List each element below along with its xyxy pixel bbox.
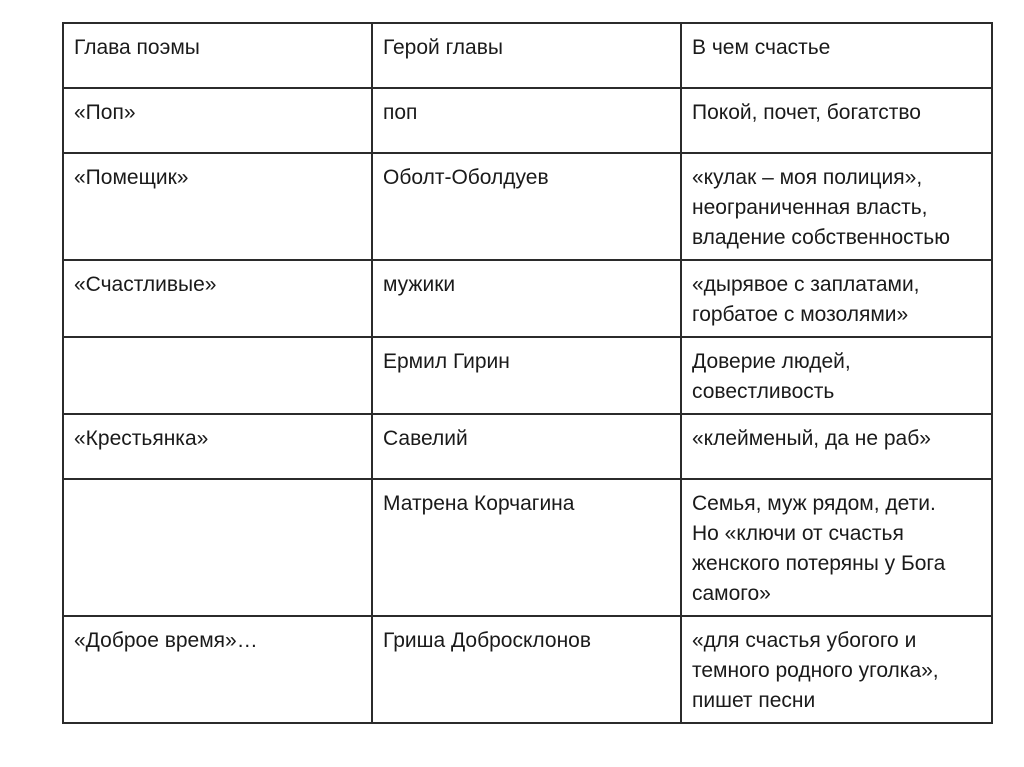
happiness-cell: Семья, муж рядом, дети. Но «ключи от счастья женского потеряны у Бога самого» xyxy=(681,479,992,616)
hero-cell: Гриша Добросклонов xyxy=(372,616,681,723)
hero-cell: Савелий xyxy=(372,414,681,479)
chapter-cell: «Счастливые» xyxy=(63,260,372,337)
happiness-cell: «кулак – моя полиция», неограниченная власть, владение собственностью xyxy=(681,153,992,260)
table-row xyxy=(63,153,992,260)
chapter-cell xyxy=(63,479,372,616)
happiness-cell: «дырявое с заплатами, горбатое с мозолями» xyxy=(681,260,992,337)
hero-cell: мужики xyxy=(372,260,681,337)
table-row xyxy=(63,414,992,479)
chapter-cell: «Поп» xyxy=(63,88,372,153)
table-row xyxy=(63,88,992,153)
poem-happiness-table xyxy=(62,22,993,724)
happiness-cell: Покой, почет, богатство xyxy=(681,88,992,153)
poem-happiness-table-container xyxy=(62,22,993,724)
table-row xyxy=(63,337,992,414)
header-happiness: В чем счастье xyxy=(681,23,992,88)
table-row xyxy=(63,260,992,337)
happiness-cell: Доверие людей, совестливость xyxy=(681,337,992,414)
hero-cell: Ермил Гирин xyxy=(372,337,681,414)
table-row xyxy=(63,616,992,723)
chapter-cell: «Помещик» xyxy=(63,153,372,260)
hero-cell: Матрена Корчагина xyxy=(372,479,681,616)
hero-cell: поп xyxy=(372,88,681,153)
table-row xyxy=(63,479,992,616)
chapter-cell: «Доброе время»… xyxy=(63,616,372,723)
table-header-row xyxy=(63,23,992,88)
chapter-cell xyxy=(63,337,372,414)
header-hero: Герой главы xyxy=(372,23,681,88)
chapter-cell: «Крестьянка» xyxy=(63,414,372,479)
happiness-cell: «клейменый, да не раб» xyxy=(681,414,992,479)
happiness-cell: «для счастья убогого и темного родного уголка», пишет песни xyxy=(681,616,992,723)
header-chapter: Глава поэмы xyxy=(63,23,372,88)
hero-cell: Оболт-Оболдуев xyxy=(372,153,681,260)
